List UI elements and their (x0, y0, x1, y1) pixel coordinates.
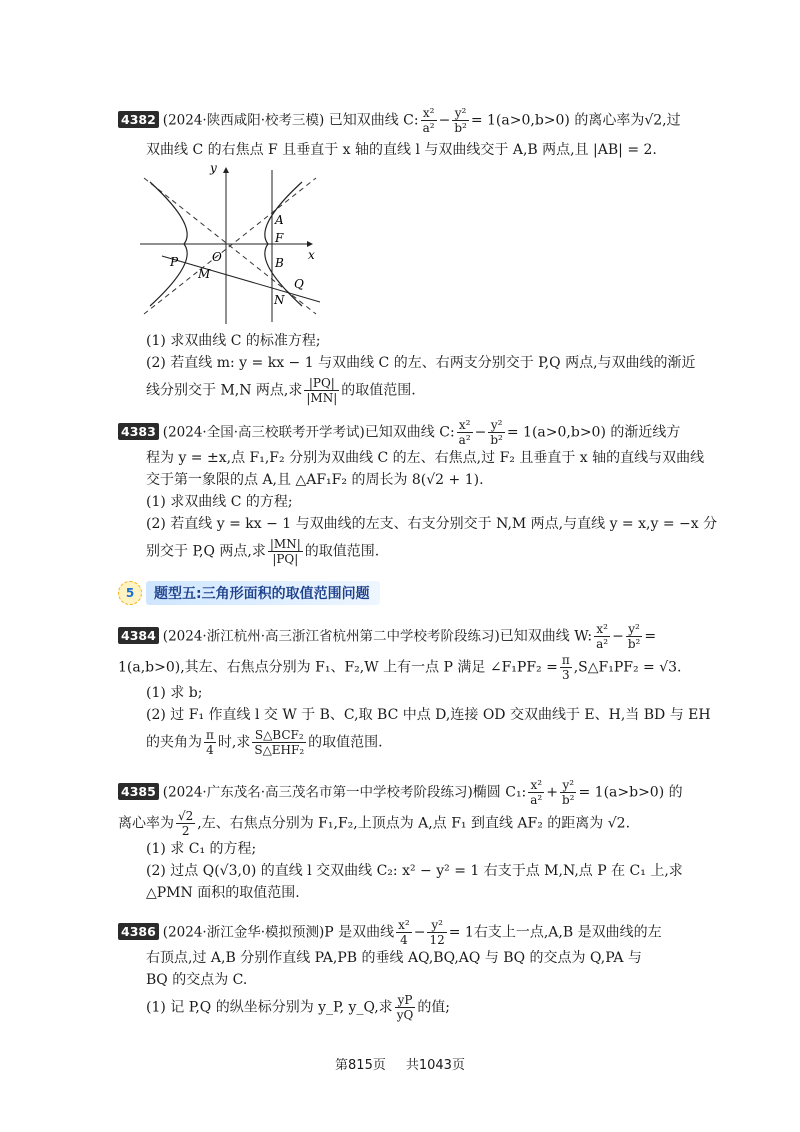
problem-4386: 4386 (2024·浙江金华·模拟预测)P 是双曲线 $\frac{\text{x²}}{4}$ − $\frac{\text{y²}}{12}$ = 1右支上一点,A,B 是双曲线的左 右顶点,过 A,B 分别作直线 PA,PB 的垂线 AQ,BQ,AQ 与 BQ 的交点为 Q,PA 与 BQ 的交点为 C. (1) 记 P,Q 的纵坐标分别为 y_P, y_Q,求 $\frac{yP}{yQ}$ 的值; (118, 918, 688, 1022)
section-title: 题型五:三角形面积的取值范围问题 (146, 581, 380, 605)
page-number: 第815页 (335, 1058, 386, 1073)
svg-text:Q: Q (294, 277, 304, 291)
svg-text:P: P (170, 255, 179, 269)
svg-text:M: M (198, 267, 211, 281)
svg-text:B: B (275, 256, 284, 270)
problem-4385: 4385 (2024·广东茂名·高三茂名市第一中学校考阶段练习)椭圆 C₁: $\frac{\text{x²}}{\text{a²}}$ + $\frac{\text{y²}}{\text{b²}}$ = 1(a>b>0) 的 离心率为 $\frac{√2}{2}$ ,左、右焦点分别为 F₁,F₂,上顶点为 A,点 F₁ 到直线 AF₂ 的距离为 √2. (1) 求 C₁ 的方程; (2) 过点 Q(√3,0) 的直线 l 交双曲线 C₂: x² − y² = 1 右支于点 M,N,点 P 在 C₁ 上,求 △PMN 面积的取值范围. (118, 778, 683, 901)
svg-text:A: A (275, 213, 284, 227)
fraction: $\frac{\text{x²}}{\text{a²}}$ (422, 106, 435, 135)
section-badge: 5 (118, 581, 142, 605)
problem-4382-questions: (1) 求双曲线 C 的标准方程; (2) 若直线 m: y = kx − 1 与双曲线 C 的左、右两支分别交于 P,Q 两点,与双曲线的渐近 线分别交于 M,N 两点,求 $\frac{|PQ|}{|MN|}$ 的取值范围. (146, 333, 696, 405)
svg-text:F: F (275, 231, 284, 245)
svg-text:y: y (210, 164, 217, 175)
problem-4382: 4382 (2024·陕西咸阳·校考三模) 已知双曲线 C: $\frac{\text{x²}}{\text{a²}}$ − $\frac{\text{y²}}{\text{b²}}$ = 1(a>0,b>0) 的离心率为√2,过 双曲线 C 的右焦点 F 且垂直于 x 轴的直线 l 与双曲线交于 A,B 两点,且 |AB| = 2. (118, 106, 688, 161)
problem-4383: 4383 (2024·全国·高三校联考开学考试)已知双曲线 C: $\frac{\text{x²}}{\text{a²}}$ − $\frac{\text{y²}}{\text{b²}}$ = 1(a>0,b>0) 的渐近线方 程为 y = ±x,点 F₁,F₂ 分别为双曲线 C 的左、右焦点,过 F₂ 且垂直于 x 轴的直线与双曲线 交于第一象限的点 A,且 △AF₁F₂ 的周长为 8(√2 + 1). (1) 求双曲线 C 的方程; (2) 若直线 y = kx − 1 与双曲线的左支、右支分别交于 N,M 两点,与直线 y = x,y = −x 分 别交于 P,Q 两点,求 $\frac{|MN|}{|PQ|}$ 的取值范围. (118, 418, 688, 566)
page-footer (0, 1054, 800, 1073)
problem-source: (2024·陕西咸阳·校考三模) (162, 112, 325, 129)
page-total: 共1043页 (405, 1058, 465, 1073)
section-heading (118, 580, 380, 606)
fraction: $\frac{\text{y²}}{\text{b²}}$ (454, 106, 467, 135)
hyperbola-figure (140, 164, 322, 324)
svg-text:N: N (274, 293, 285, 307)
problem-number: 4382 (118, 111, 159, 128)
svg-text:x: x (308, 248, 315, 262)
problem-4384: 4384 (2024·浙江杭州·高三浙江省杭州第二中学校考阶段练习)已知双曲线 W: $\frac{\text{x²}}{\text{a²}}$ − $\frac{\text{y²}}{\text{b²}}$ = 1(a,b>0),其左、右焦点分别为 F₁、F₂,W 上有一点 P 满足 ∠F₁PF₂ = $\frac{\pi}{3}$ ,S△F₁PF₂ = √3. (1) 求 b; (2) 过 F₁ 作直线 l 交 W 于 B、C,取 BC 中点 D,连接 OD 交双曲线于 E、H,当 BD 与 EH 的夹角为 $\frac{\pi}{4}$ 时,求 $\frac{\text{S△BCF₂}}{\text{S△EHF₂}}$ 的取值范围. (118, 622, 711, 757)
svg-text:O: O (212, 250, 222, 264)
